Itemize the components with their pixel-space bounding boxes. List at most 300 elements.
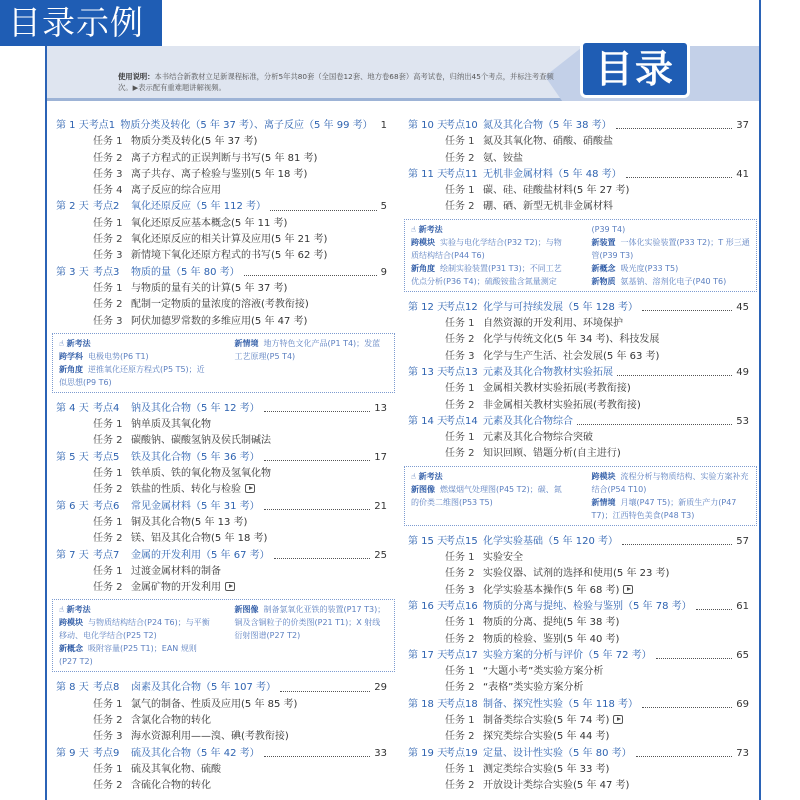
toc-chapter-row[interactable]: [56, 746, 391, 762]
toc-task-row[interactable]: [56, 433, 391, 449]
task-title: 铜及其化合物(5 年 13 考): [131, 516, 248, 528]
task-title: “大题小考”类实验方案分析: [483, 666, 604, 678]
task-title: 含氯化合物的转化: [131, 715, 211, 727]
box-item: [59, 642, 213, 668]
hand-pointer-icon: ☝: [411, 224, 419, 234]
chapter-title: 元素及其化合物综合: [483, 415, 573, 427]
box-item: [592, 496, 751, 522]
usage-note: [118, 71, 558, 93]
task-text: [131, 466, 271, 482]
task-title: 金属相关教材实验拓展(考教衔接): [483, 383, 631, 395]
box-heading-text: 新考法: [66, 338, 91, 348]
task-label: 任务 2: [445, 682, 475, 694]
task-text: [483, 550, 523, 566]
task-label: 任务 1: [93, 419, 123, 431]
toc-task-row[interactable]: [56, 778, 391, 794]
task-title: 物质分类及转化(5 年 37 考): [131, 136, 258, 148]
page-number: 1: [380, 120, 387, 131]
task-text: [483, 316, 623, 332]
day-label: 第 14 天: [408, 415, 448, 427]
dot-leader: [616, 118, 733, 129]
new-exam-method-box: [52, 333, 395, 393]
toc-task-row[interactable]: [56, 482, 391, 498]
page-number: 53: [736, 415, 749, 427]
task-text: [483, 349, 659, 365]
toc-chapter-row[interactable]: [408, 534, 753, 550]
new-exam-method-box: [404, 466, 757, 526]
task-text: [131, 531, 267, 547]
task-label: 任务 1: [93, 565, 123, 577]
toc-task-row[interactable]: [408, 316, 753, 332]
day-label: 第 8 天: [56, 682, 89, 694]
dot-leader: [244, 265, 377, 276]
box-item-label: 新概念: [59, 644, 83, 654]
task-text: [131, 713, 211, 729]
box-item: [592, 236, 751, 262]
point-label: 考点6: [93, 500, 120, 512]
box-item-text: 吸光度(P33 T5): [620, 263, 679, 273]
day-label: 第 13 天: [408, 366, 448, 378]
toc-task-row[interactable]: [56, 697, 391, 713]
box-item-text: 地方特色文化产品(P1 T4)；发蓝工艺原理(P5 T4): [234, 338, 381, 361]
dot-leader: [577, 414, 732, 425]
task-title: 碳酸钠、碳酸氢钠及侯氏制碱法: [131, 435, 271, 447]
box-item-text: 吸附容量(P25 T1)；EAN 规则(P27 T2): [59, 644, 197, 667]
task-label: 任务 2: [445, 399, 475, 411]
day-label: 第 5 天: [56, 451, 89, 463]
task-text: [131, 248, 327, 264]
task-text: [483, 713, 623, 729]
toc-task-row[interactable]: [56, 183, 391, 199]
task-label: 任务 1: [445, 666, 475, 678]
toc-chapter-row[interactable]: [56, 499, 391, 515]
toc-chapter-row[interactable]: [56, 199, 391, 215]
task-title: 化学与生产生活、社会发展(5 年 63 考): [483, 350, 660, 362]
toc-chapter-row[interactable]: [408, 746, 753, 762]
chapter-title: 制备、探究性实验（5 年 118 考）: [483, 698, 638, 710]
task-title: 化学实验基本操作(5 年 68 考): [483, 584, 620, 596]
task-title: 氧化还原反应的相关计算及应用(5 年 21 考): [131, 234, 328, 246]
toc-task-row[interactable]: [408, 349, 753, 365]
sample-tag: 目录示例: [0, 0, 162, 46]
point-label: 考点9: [93, 747, 120, 759]
task-label: 任务 1: [93, 468, 123, 480]
day-label: 第 10 天: [408, 120, 448, 131]
box-item: [592, 275, 751, 288]
chapter-title: 物质的分离与提纯、检验与鉴别（5 年 78 考）: [483, 600, 692, 612]
task-label: 任务 1: [93, 136, 123, 148]
box-item-text: 制备氯氧化亚铁的装置(P17 T3)；铜及含铜粒子的价类图(P21 T1)；X 射线衍射图谱(P27 T2): [234, 605, 386, 641]
day-label: 第 7 天: [56, 549, 89, 561]
page-number: 13: [374, 402, 387, 414]
toc-chapter-row[interactable]: [408, 648, 753, 664]
chapter-title: 物质分类及转化（5 年 37 考）、离子反应（5 年 99 考）: [120, 120, 373, 131]
video-icon[interactable]: [245, 484, 255, 493]
task-title: 与物质的量有关的计算(5 年 37 考): [131, 282, 288, 294]
point-label: 考点3: [93, 266, 120, 278]
task-label: 任务 4: [93, 185, 123, 197]
task-text: [131, 151, 317, 167]
toc-task-row[interactable]: [56, 531, 391, 547]
toc-task-row[interactable]: [408, 566, 753, 582]
toc-task-row[interactable]: [408, 680, 753, 696]
task-label: 任务 2: [93, 715, 123, 727]
task-label: 任务 3: [445, 350, 475, 362]
point-label: 考点2: [93, 201, 120, 213]
task-label: 任务 3: [93, 168, 123, 180]
task-text: [483, 778, 629, 794]
task-title: 元素及其化合物综合突破: [483, 432, 593, 444]
box-heading-text: 新考法: [418, 224, 443, 234]
day-label: 第 11 天: [408, 168, 448, 180]
task-title: 制备类综合实验(5 年 74 考): [483, 715, 610, 727]
box-item-label: 新装置: [591, 237, 616, 247]
task-text: [131, 482, 255, 498]
page-number: 17: [374, 451, 387, 463]
task-label: 任务 2: [93, 780, 123, 792]
task-text: [483, 398, 641, 414]
box-item-label: 新物质: [591, 276, 616, 286]
page-number: 25: [374, 549, 387, 561]
chapter-title: 钠及其化合物（5 年 12 考）: [131, 402, 260, 414]
box-item-text: 氨基钠、溶剂化电子(P40 T6): [620, 276, 727, 286]
task-title: 硼、硒、新型无机非金属材料: [483, 201, 613, 213]
video-icon[interactable]: [225, 582, 235, 591]
page-number: 33: [374, 747, 387, 759]
task-label: 任务 1: [445, 552, 475, 564]
task-title: 新情境下氧化还原方程式的书写(5 年 62 考): [131, 250, 328, 262]
task-label: 任务 2: [93, 484, 123, 496]
box-item: [235, 337, 389, 363]
box-item-text: 逆推氧化还原方程式(P5 T5)；近似思想(P9 T6): [59, 364, 205, 387]
task-title: 自然资源的开发利用、环境保护: [483, 318, 623, 330]
toc-chapter-row[interactable]: [56, 450, 391, 466]
box-item-text: 与物质结构结合(P24 T6)；与平衡移动、电化学结合(P25 T2): [59, 618, 210, 641]
dot-leader: [636, 746, 733, 757]
task-label: 任务 2: [93, 435, 123, 447]
point-label: 考点14: [445, 415, 478, 427]
task-title: 硫及其氧化物、硫酸: [131, 763, 221, 775]
toc-task-row[interactable]: [408, 729, 753, 745]
page-number: 41: [736, 168, 749, 180]
box-item-label: 新角度: [411, 263, 435, 273]
toc-right-column: [408, 118, 753, 795]
toc-task-row[interactable]: [56, 151, 391, 167]
usage-note-text: 本书结合新教材立足新课程标准，分析5年共80套（全国卷12套、地方卷68套）高考试卷，归纳出45个考点，并标注考查频次。▶表示配有重难题讲解视频。: [118, 72, 554, 92]
task-title: 金属矿物的开发利用: [131, 582, 221, 594]
task-text: [483, 680, 583, 696]
page-number: 9: [380, 266, 387, 278]
task-title: 离子方程式的正误判断与书写(5 年 81 考): [131, 152, 318, 164]
task-label: 任务 2: [445, 201, 475, 213]
task-label: 任务 3: [445, 584, 475, 596]
toc-task-row[interactable]: [408, 381, 753, 397]
toc-chapter-row[interactable]: [56, 118, 391, 134]
toc-task-row[interactable]: [408, 615, 753, 631]
toc-chapter-row[interactable]: [56, 265, 391, 281]
task-text: [131, 314, 307, 330]
task-label: 任务 2: [445, 334, 475, 346]
day-label: 第 15 天: [408, 535, 448, 547]
chapter-title: 化学实验基础（5 年 120 考）: [483, 535, 618, 547]
toc-task-row[interactable]: [408, 713, 753, 729]
toc-title-badge: 目录: [580, 40, 690, 98]
toc-task-row[interactable]: [408, 183, 753, 199]
task-label: 任务 2: [93, 152, 123, 164]
task-title: 非金属相关教材实验拓展(考教衔接): [483, 399, 641, 411]
hand-pointer-icon: ☝: [59, 605, 67, 615]
usage-note-label: 使用说明：: [118, 72, 155, 81]
toc-task-row[interactable]: [408, 151, 753, 167]
day-label: 第 9 天: [56, 747, 89, 759]
task-label: 任务 1: [445, 136, 475, 148]
toc-chapter-row[interactable]: [56, 401, 391, 417]
task-text: [483, 615, 619, 631]
task-label: 任务 2: [93, 582, 123, 594]
task-text: [131, 167, 307, 183]
page-number: 5: [380, 201, 387, 213]
new-exam-method-box: [52, 599, 395, 672]
task-text: [483, 729, 609, 745]
toc-task-row[interactable]: [56, 713, 391, 729]
dot-leader: [656, 648, 733, 659]
task-label: 任务 2: [93, 234, 123, 246]
page-number: 45: [736, 301, 749, 313]
toc-task-row[interactable]: [56, 134, 391, 150]
chapter-title: 化学与可持续发展（5 年 128 考）: [483, 301, 638, 313]
day-label: 第 17 天: [408, 649, 448, 661]
toc-task-row[interactable]: [56, 281, 391, 297]
toc-task-row[interactable]: [56, 515, 391, 531]
toc-task-row[interactable]: [56, 297, 391, 313]
task-text: [131, 281, 287, 297]
dot-leader: [264, 499, 371, 510]
task-text: [483, 632, 619, 648]
day-label: 第 3 天: [56, 266, 89, 278]
toc-chapter-row[interactable]: [408, 697, 753, 713]
day-label: 第 2 天: [56, 201, 89, 213]
toc-chapter-row[interactable]: [408, 414, 753, 430]
toc-left-column: [56, 118, 391, 795]
box-item-text: 一体化实验装置(P33 T2)；T 形三通管(P39 T3): [591, 237, 750, 260]
toc-task-row[interactable]: [408, 398, 753, 414]
task-text: [131, 232, 327, 248]
dot-leader: [264, 401, 371, 412]
chapter-title: 物质的量（5 年 80 考）: [131, 266, 240, 278]
toc-task-row[interactable]: [408, 134, 753, 150]
task-text: [131, 564, 221, 580]
box-item: [411, 483, 570, 509]
page-number: 61: [736, 600, 749, 612]
task-title: 探究类综合实验(5 年 44 考): [483, 731, 610, 743]
task-title: 过渡金属材料的制备: [131, 565, 221, 577]
task-label: 任务 3: [93, 250, 123, 262]
point-label: 考点7: [93, 549, 120, 561]
task-title: 测定类综合实验(5 年 33 考): [483, 763, 610, 775]
task-title: 离子反应的综合应用: [131, 185, 221, 197]
task-text: [483, 664, 603, 680]
box-item-label: 新情境: [591, 497, 616, 507]
task-title: 含硫化合物的转化: [131, 780, 211, 792]
chapter-title: 氧化还原反应（5 年 112 考）: [131, 201, 266, 213]
box-heading: [411, 223, 570, 236]
toc-task-row[interactable]: [56, 466, 391, 482]
point-label: 考点13: [445, 366, 478, 378]
dot-leader: [280, 680, 370, 691]
task-text: [483, 332, 659, 348]
task-text: [483, 430, 593, 446]
toc-task-row[interactable]: [56, 167, 391, 183]
box-heading: [59, 337, 213, 350]
box-item-text: 绘制实验装置(P31 T3)；不同工艺优点分析(P36 T4)；硫酸铵盐含氮量测定(P39 T4): [411, 224, 626, 286]
task-text: [483, 583, 633, 599]
task-label: 任务 1: [445, 715, 475, 727]
page-number: 57: [736, 535, 749, 547]
toc-chapter-row[interactable]: [408, 118, 753, 134]
task-label: 任务 1: [445, 383, 475, 395]
task-title: 氯气的制备、性质及应用(5 年 85 考): [131, 698, 298, 710]
task-text: [483, 183, 629, 199]
dot-leader: [696, 599, 733, 610]
box-item: [411, 236, 570, 262]
day-label: 第 19 天: [408, 747, 448, 759]
video-icon[interactable]: [613, 715, 623, 724]
task-title: 铁盐的性质、转化与检验: [131, 484, 241, 496]
toc-task-row[interactable]: [56, 417, 391, 433]
task-title: 钠单质及其氧化物: [131, 419, 211, 431]
toc-chapter-row[interactable]: [408, 365, 753, 381]
day-label: 第 16 天: [408, 600, 448, 612]
dot-leader: [626, 167, 733, 178]
toc-task-row[interactable]: [408, 550, 753, 566]
toc-chapter-row[interactable]: [408, 300, 753, 316]
task-title: 实验安全: [483, 552, 523, 564]
task-title: 碳、硅、硅酸盐材料(5 年 27 考): [483, 185, 630, 197]
task-title: 开放设计类综合实验(5 年 47 考): [483, 780, 630, 792]
chapter-title: 常见金属材料（5 年 31 考）: [131, 500, 260, 512]
task-title: “表格”类实验方案分析: [483, 682, 584, 694]
task-label: 任务 1: [445, 763, 475, 775]
task-label: 任务 1: [93, 763, 123, 775]
chapter-title: 定量、设计性实验（5 年 80 考）: [483, 747, 632, 759]
dot-leader: [642, 697, 732, 708]
task-title: 化学与传统文化(5 年 34 考)、科技发展: [483, 334, 660, 346]
toc-task-row[interactable]: [408, 332, 753, 348]
day-label: 第 6 天: [56, 500, 89, 512]
task-text: [483, 381, 631, 397]
task-text: [483, 446, 621, 462]
toc-task-row[interactable]: [408, 778, 753, 794]
box-item: [59, 363, 213, 389]
toc-task-row[interactable]: [408, 430, 753, 446]
toc-task-row[interactable]: [56, 762, 391, 778]
task-text: [131, 183, 221, 199]
chapter-title: 硫及其化合物（5 年 42 考）: [131, 747, 260, 759]
task-label: 任务 2: [93, 533, 123, 545]
task-label: 任务 2: [445, 448, 475, 460]
dot-leader: [622, 534, 732, 545]
box-item-label: 新图像: [234, 605, 259, 615]
toc-chapter-row[interactable]: [56, 548, 391, 564]
toc-task-row[interactable]: [408, 632, 753, 648]
toc-chapter-row[interactable]: [408, 599, 753, 615]
task-title: 离子共存、离子检验与鉴别(5 年 18 考): [131, 168, 308, 180]
task-label: 任务 1: [93, 282, 123, 294]
box-item-label: 跨学科: [59, 351, 83, 361]
box-heading-text: 新考法: [66, 605, 91, 615]
task-text: [131, 216, 287, 232]
box-item: [59, 616, 213, 642]
task-label: 任务 1: [445, 617, 475, 629]
box-item-label: 跨模块: [59, 618, 83, 628]
toc-task-row[interactable]: [56, 232, 391, 248]
toc-task-row[interactable]: [56, 314, 391, 330]
box-item-text: 月壤(P47 T5)；新质生产力(P47 T7)；江西特色美食(P48 T3): [591, 497, 737, 520]
toc-task-row[interactable]: [408, 664, 753, 680]
toc-task-row[interactable]: [408, 762, 753, 778]
toc-task-row[interactable]: [56, 248, 391, 264]
task-label: 任务 1: [445, 318, 475, 330]
box-item: [59, 350, 213, 363]
box-item-text: 电极电势(P6 T1): [88, 351, 149, 361]
task-text: [483, 134, 613, 150]
page-number: 69: [736, 698, 749, 710]
toc-task-row[interactable]: [408, 199, 753, 215]
page-number: 49: [736, 366, 749, 378]
day-label: 第 18 天: [408, 698, 448, 710]
box-item-text: 实验与电化学结合(P32 T2)；与物质结构结合(P44 T6): [411, 237, 562, 260]
toc-task-row[interactable]: [408, 446, 753, 462]
hand-pointer-icon: ☝: [411, 471, 419, 481]
toc-task-row[interactable]: [56, 729, 391, 745]
task-title: 物质的检验、鉴别(5 年 40 考): [483, 633, 620, 645]
day-label: 第 12 天: [408, 301, 448, 313]
task-label: 任务 1: [445, 432, 475, 444]
chapter-title: 元素及其化合物教材实验拓展: [483, 366, 613, 378]
toc-task-row[interactable]: [56, 580, 391, 596]
task-title: 铁单质、铁的氧化物及氢氧化物: [131, 468, 271, 480]
page-number: 65: [736, 649, 749, 661]
toc-chapter-row[interactable]: [408, 167, 753, 183]
point-label: 考点15: [445, 535, 478, 547]
page-number: 73: [736, 747, 749, 759]
box-item-label: 跨模块: [411, 237, 435, 247]
task-title: 氨、铵盐: [483, 152, 523, 164]
point-label: 考点18: [445, 698, 478, 710]
day-label: 第 1 天: [56, 120, 89, 131]
page-number: 21: [374, 500, 387, 512]
task-title: 物质的分离、提纯(5 年 38 考): [483, 617, 620, 629]
video-icon[interactable]: [623, 585, 633, 594]
box-item-text: 流程分析与物质结构、实验方案补充结合(P54 T10): [591, 471, 749, 494]
toc-chapter-row[interactable]: [56, 680, 391, 696]
dot-leader: [274, 548, 371, 559]
toc-task-row[interactable]: [56, 216, 391, 232]
toc-task-row[interactable]: [408, 583, 753, 599]
task-label: 任务 2: [93, 299, 123, 311]
box-item-label: 新角度: [59, 364, 83, 374]
task-text: [131, 778, 211, 794]
new-exam-method-box: [404, 219, 757, 292]
task-title: 实验仪器、试剂的选择和使用(5 年 23 考): [483, 568, 670, 580]
task-title: 阿伏加德罗常数的多维应用(5 年 47 考): [131, 315, 308, 327]
toc-task-row[interactable]: [56, 564, 391, 580]
box-item-label: 新情境: [234, 338, 259, 348]
dot-leader: [264, 746, 371, 757]
task-title: 海水资源利用——溴、碘(考教衔接): [131, 731, 289, 743]
task-text: [131, 433, 271, 449]
hand-pointer-icon: ☝: [59, 338, 67, 348]
